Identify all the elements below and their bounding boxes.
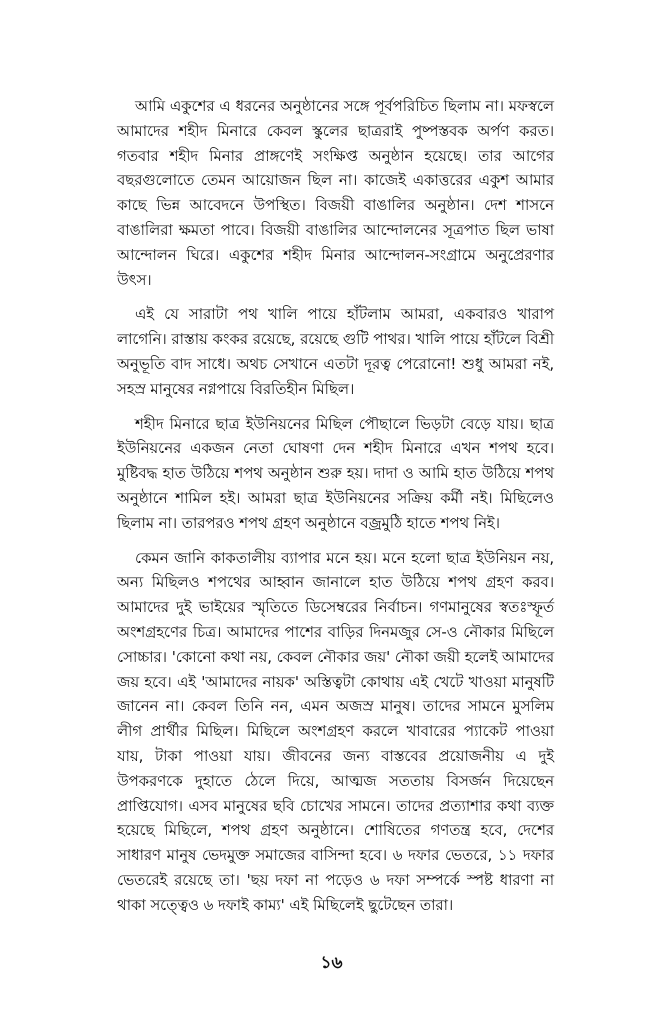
paragraph-4: কেমন জানি কাকতালীয় ব্যাপার মনে হয়। মনে হলো ছাত্র ইউনিয়ন নয়, অন্য মিছিলও শপথের আহ্বান জানালে হাত উঠিয়ে শপথ গ্রহণ করব। আমাদের দুই ভাইয়ের স্মৃতিতে ডিসেম্বরের নির্বাচন। গণমানুষের স্বতঃস্ফূর্ত অংশগ্রহণের চিত্র। আমাদের পাশের বাড়ির দিনমজুর সে-ও নৌকার মিছিলে সোচ্চার। 'কোনো কথা নয়, কেবল নৌকার জয়' নৌকা জয়ী হলেই আমাদের জয় হবে। এই 'আমাদের নায়ক' অস্তিত্বটা কোথায় এই খেটে খাওয়া মানুষটি জানেন না। কেবল তিনি নন, এমন অজস্র মানুষ। তাদের সামনে মুসলিম লীগ প্রার্থীর মিছিল। মিছিলে অংশগ্রহণ করলে খাবারের প্যাকেট পাওয়া যায়, টাকা পাওয়া যায়। জীবনের জন্য বাস্তবের প্রয়োজনীয় এ দুই উপকরণকে দুহাতে ঠেলে দিয়ে, আত্মজ সততায় বিসর্জন দিয়েছেন প্রাপ্তিযোগ। এসব মানুষের ছবি চোখের সামনে। তাদের প্রত্যাশার কথা ব্যক্ত হয়েছে মিছিলে, শপথ গ্রহণ অনুষ্ঠানে। শোষিতের গণতন্ত্র হবে, দেশের সাধারণ মানুষ ভেদমুক্ত সমাজের বাসিন্দা হবে। ৬ দফার ভেতরে, ১১ দফার ভেতরেই রয়েছে তা। 'ছয় দফা না পড়েও ৬ দফা সম্পর্কে স্পষ্ট ধারণা না থাকা সত্ত্বেও ৬ দফাই কাম্য' এই মিছিলেই ছুটেছেন তারা। [117, 548, 554, 914]
paragraph-1: আমি একুশের এ ধরনের অনুষ্ঠানের সঙ্গে পূর্বপরিচিত ছিলাম না। মফস্বলে আমাদের শহীদ মিনারে কেবল স্কুলের ছাত্ররাই পুষ্পস্তবক অর্পণ করত। গতবার শহীদ মিনার প্রাঙ্গণেই সংক্ষিপ্ত অনুষ্ঠান হয়েছে। তার আগের বছরগুলোতে তেমন আয়োজন ছিল না। কাজেই একাত্তরের একুশ আমার কাছে ভিন্ন আবেদনে উপস্থিত। বিজয়ী বাঙালির অনুষ্ঠান। দেশ শাসনে বাঙালিরা ক্ষমতা পাবে। বিজয়ী বাঙালির আন্দোলনের সূত্রপাত ছিল ভাষা আন্দোলন ঘিরে। একুশের শহীদ মিনার আন্দোলন-সংগ্রামে অনুপ্রেরণার উৎস। [117, 97, 554, 289]
paragraph-2: এই যে সারাটা পথ খালি পায়ে হাঁটলাম আমরা, একবারও খারাপ লাগেনি। রাস্তায় কংকর রয়েছে, রয়েছে গুটি পাথর। খালি পায়ে হাঁটলে বিশ্রী অনুভূতি বাদ সাধে। অথচ সেখানে এতটা দূরত্ব পেরোনো! শুধু আমরা নই, সহস্র মানুষের নগ্নপায়ে বিরতিহীন মিছিল। [117, 305, 554, 398]
body-text [117, 94, 554, 928]
page-number: ১৬ [320, 953, 343, 973]
paragraph-3: শহীদ মিনারে ছাত্র ইউনিয়নের মিছিল পৌছালে ভিড়টা বেড়ে যায়। ছাত্র ইউনিয়নের একজন নেতা ঘোষণা দেন শহীদ মিনারে এখন শপথ হবে। মুষ্টিবদ্ধ হাত উঠিয়ে শপথ অনুষ্ঠান শুরু হয়। দাদা ও আমি হাত উঠিয়ে শপথ অনুষ্ঠানে শামিল হই। আমরা ছাত্র ইউনিয়নের সক্রিয় কর্মী নই। মিছিলেও ছিলাম না। তারপরও শপথ গ্রহণ অনুষ্ঠানে বজ্রমুঠি হাতে শপথ নিই। [117, 414, 554, 532]
